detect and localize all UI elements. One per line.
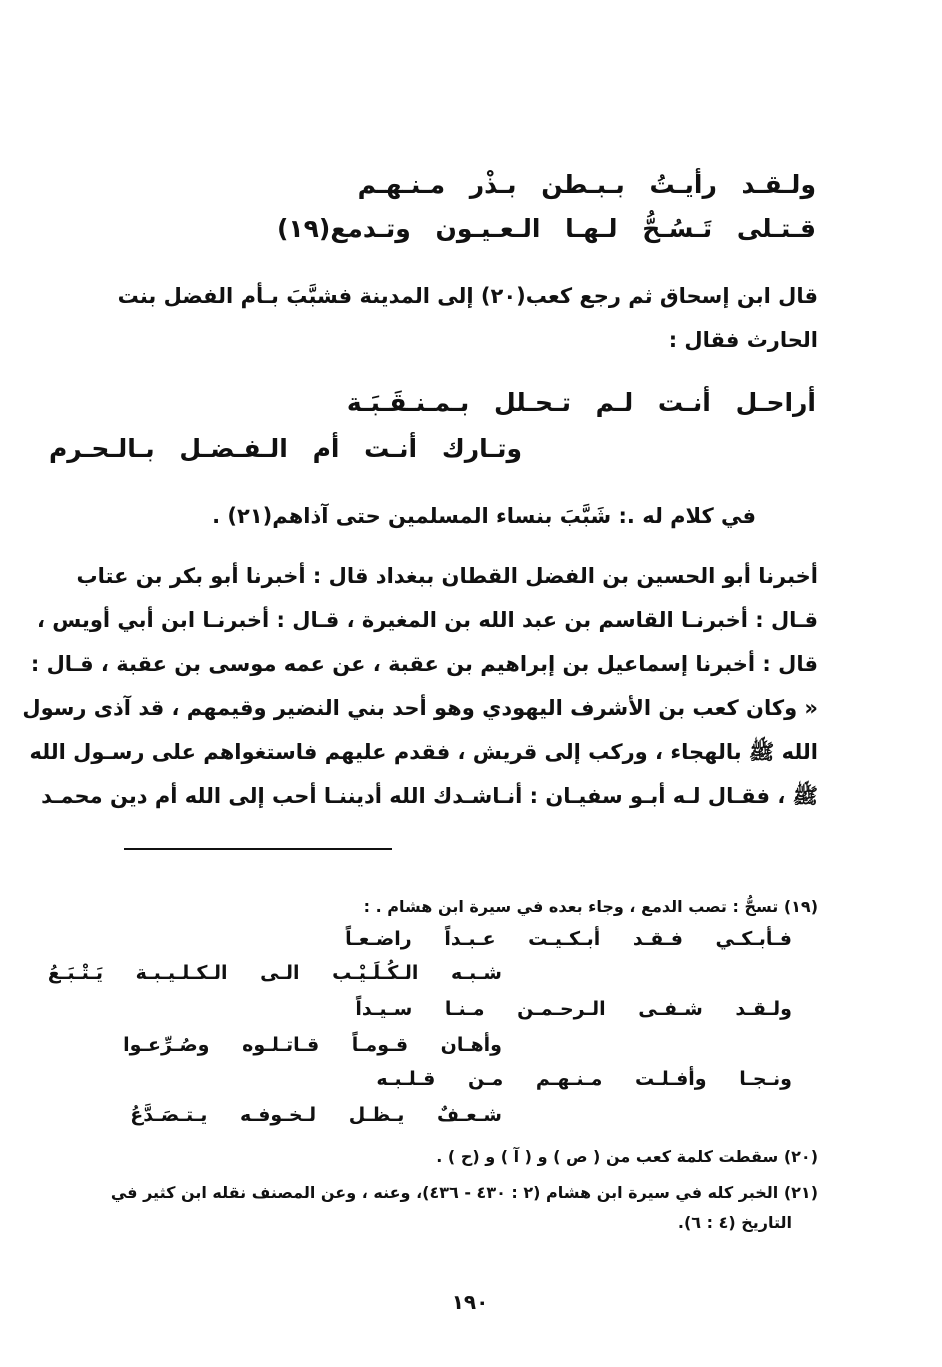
- footnote-21-line1: (٢١) الخبر كله في سيرة ابن هشام (٢ : ٤٣٠ - ٤٣٦)، وعنه ، وعن المصنف نقله ابن كثير في: [110, 1183, 818, 1202]
- para1-line2: الحارث فقال :: [668, 328, 818, 352]
- footnote-19-verse2: شـبـه الـكُـلَـيْـب الـى الـكـلـيـبـة يَـتْـبَـعُ: [47, 962, 502, 984]
- para1-line1: قال ابن إسحاق ثم رجع كعب(٢٠) إلى المدينة فشبَّبَ بـأم الفضل بنت: [117, 284, 818, 308]
- poem1-line1: ولـقـد رأيـتُ بـبـطن بـذْر مـنـهـم: [357, 170, 816, 199]
- para3-line4: « وكان كعب بن الأشرف اليهودي وهو أحد بني النضير وقيمهم ، قد آذى رسول: [22, 696, 818, 720]
- footnote-19-verse4: وأهـان قـومـاً قـاتـلـوه وصُـرِّعـوا: [123, 1034, 502, 1056]
- page-number: ١٩٠: [451, 1290, 489, 1314]
- para3-line5: الله ﷺ بالهجاء ، وركب إلى قريش ، فقدم عليهم فاستغواهم على رسـول الله: [29, 740, 818, 764]
- footnote-20: (٢٠) سقطت كلمة كعب من ( ص ) و ( آ ) و (ح ) .: [436, 1147, 818, 1166]
- footnote-21-line2: التاريخ (٤ : ٦).: [677, 1213, 792, 1232]
- footnote-19-intro: (١٩) تسحُّ : تصب الدمع ، وجاء بعده في سيرة ابن هشام . :: [363, 897, 818, 916]
- footnote-19-verse1: فـأبـكـي فـقـد أبـكـيـت عـبـداً راضـعـاً: [345, 928, 792, 950]
- footnote-19-verse5: ونـجـا وأفـلـت مـنـهـم مـن قـلـبـه: [376, 1068, 792, 1090]
- poem2-line2: وتـارك أنـت أم الـفـضـل بـالـحـرم: [48, 434, 522, 463]
- footnote-19-verse6: شـعـفٌ يـظـل لـخـوفـه يـتـصَـدَّعُ: [130, 1104, 502, 1126]
- para3-line2: قـال : أخبرنـا القاسم بن عبد الله بن المغيرة ، قـال : أخبرنـا ابن أبي أويس ،: [36, 608, 818, 632]
- footnote-separator: [124, 848, 392, 850]
- para3-line6: ﷺ ، فقـال لـه أبـو سفيـان : أنـاشـدك الله أديننـا أحب إلى الله أم دين محمـد: [41, 784, 818, 808]
- para2-line: في كلام له .: شَبَّبَ بنساء المسلمين حتى آذاهم(٢١) .: [212, 504, 756, 528]
- para3-line3: قال : أخبرنا إسماعيل بن إبراهيم بن عقبة ، عن عمه موسى بن عقبة ، قـال :: [30, 652, 818, 676]
- para3-line1: أخبرنا أبو الحسين بن الفضل القطان ببغداد قال : أخبرنا أبو بكر بن عتاب: [76, 564, 818, 588]
- poem2-line1: أراحـل أنـت لـم تـحـلل بـمـنـقَـبَـة: [346, 388, 816, 417]
- footnote-19-verse3: ولـقـد شـفـى الـرحـمـن مـنـا سـيـداً: [355, 998, 792, 1020]
- poem1-line2: قـتـلى تَـسُـحُّ لـهـا الـعـيـون وتـدمع(١٩): [276, 214, 816, 243]
